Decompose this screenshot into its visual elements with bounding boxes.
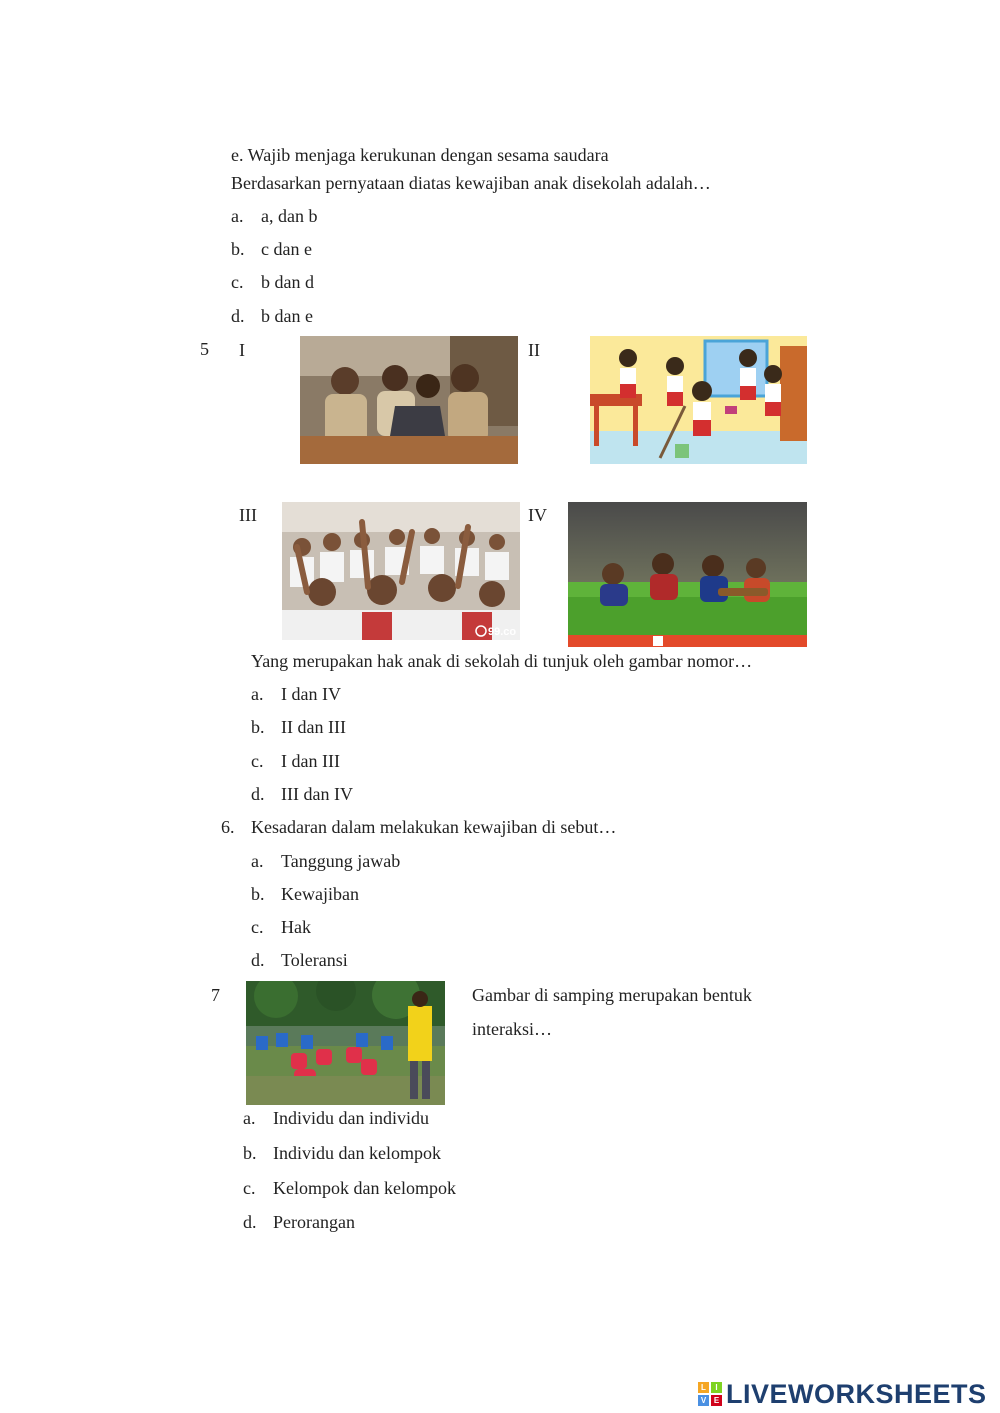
logo-square-i: I [711, 1382, 722, 1393]
q7-question-line1: Gambar di samping merupakan bentuk [472, 985, 752, 1005]
q4-option-b[interactable]: b. c dan e [231, 239, 312, 259]
logo-square-l: L [698, 1382, 709, 1393]
q6-option-b[interactable]: b. Kewajiban [251, 884, 359, 904]
q4-option-d[interactable]: d. b dan e [231, 306, 313, 326]
q5-label-iv: IV [528, 505, 547, 525]
liveworksheets-brand[interactable] [698, 1378, 987, 1410]
q5-label-ii: II [528, 340, 540, 360]
q6-option-d[interactable]: d. Toleransi [251, 950, 348, 970]
q7-option-c[interactable]: c. Kelompok dan kelompok [243, 1178, 456, 1198]
logo-square-e: E [711, 1395, 722, 1406]
q5-option-d[interactable]: d. III dan IV [251, 784, 353, 804]
q4-question: Berdasarkan pernyataan diatas kewajiban anak disekolah adalah… [231, 173, 711, 193]
q6-question: Kesadaran dalam melakukan kewajiban di sebut… [251, 817, 617, 837]
q5-label-iii: III [239, 505, 257, 525]
q7-image-group-outdoor [246, 981, 445, 1105]
q6-number: 6. [221, 817, 235, 837]
q7-option-b[interactable]: b. Individu dan kelompok [243, 1143, 441, 1163]
q7-option-d[interactable]: d. Perorangan [243, 1212, 355, 1232]
liveworksheets-wordmark: LIVEWORKSHEETS [726, 1378, 987, 1409]
q4-option-c[interactable]: c. b dan d [231, 272, 314, 292]
q7-number: 7 [211, 985, 220, 1005]
q5-image-iii-watermark: 99.co [488, 626, 517, 638]
q4-option-a[interactable]: a. a, dan b [231, 206, 318, 226]
q5-option-a[interactable]: a. I dan IV [251, 684, 341, 704]
logo-square-v: V [698, 1395, 709, 1406]
q7-option-a[interactable]: a. Individu dan individu [243, 1108, 429, 1128]
q5-image-iv-children-field [568, 502, 807, 647]
q5-label-i: I [239, 340, 245, 360]
q5-option-b[interactable]: b. II dan III [251, 717, 346, 737]
q6-option-c[interactable]: c. Hak [251, 917, 311, 937]
q7-question-line2: interaksi… [472, 1019, 552, 1039]
q4-item-e: e. Wajib menjaga kerukunan dengan sesama saudara [231, 145, 609, 165]
q5-image-iii-classroom-raising-hands [282, 502, 520, 640]
q5-option-c[interactable]: c. I dan III [251, 751, 340, 771]
liveworksheets-logo-icon [698, 1382, 722, 1406]
q5-number: 5 [200, 339, 209, 359]
q5-image-i-students-laptop [300, 336, 518, 464]
q6-option-a[interactable]: a. Tanggung jawab [251, 851, 401, 871]
q5-question: Yang merupakan hak anak di sekolah di tunjuk oleh gambar nomor… [251, 651, 753, 671]
q5-image-ii-kids-cleaning [590, 336, 807, 464]
